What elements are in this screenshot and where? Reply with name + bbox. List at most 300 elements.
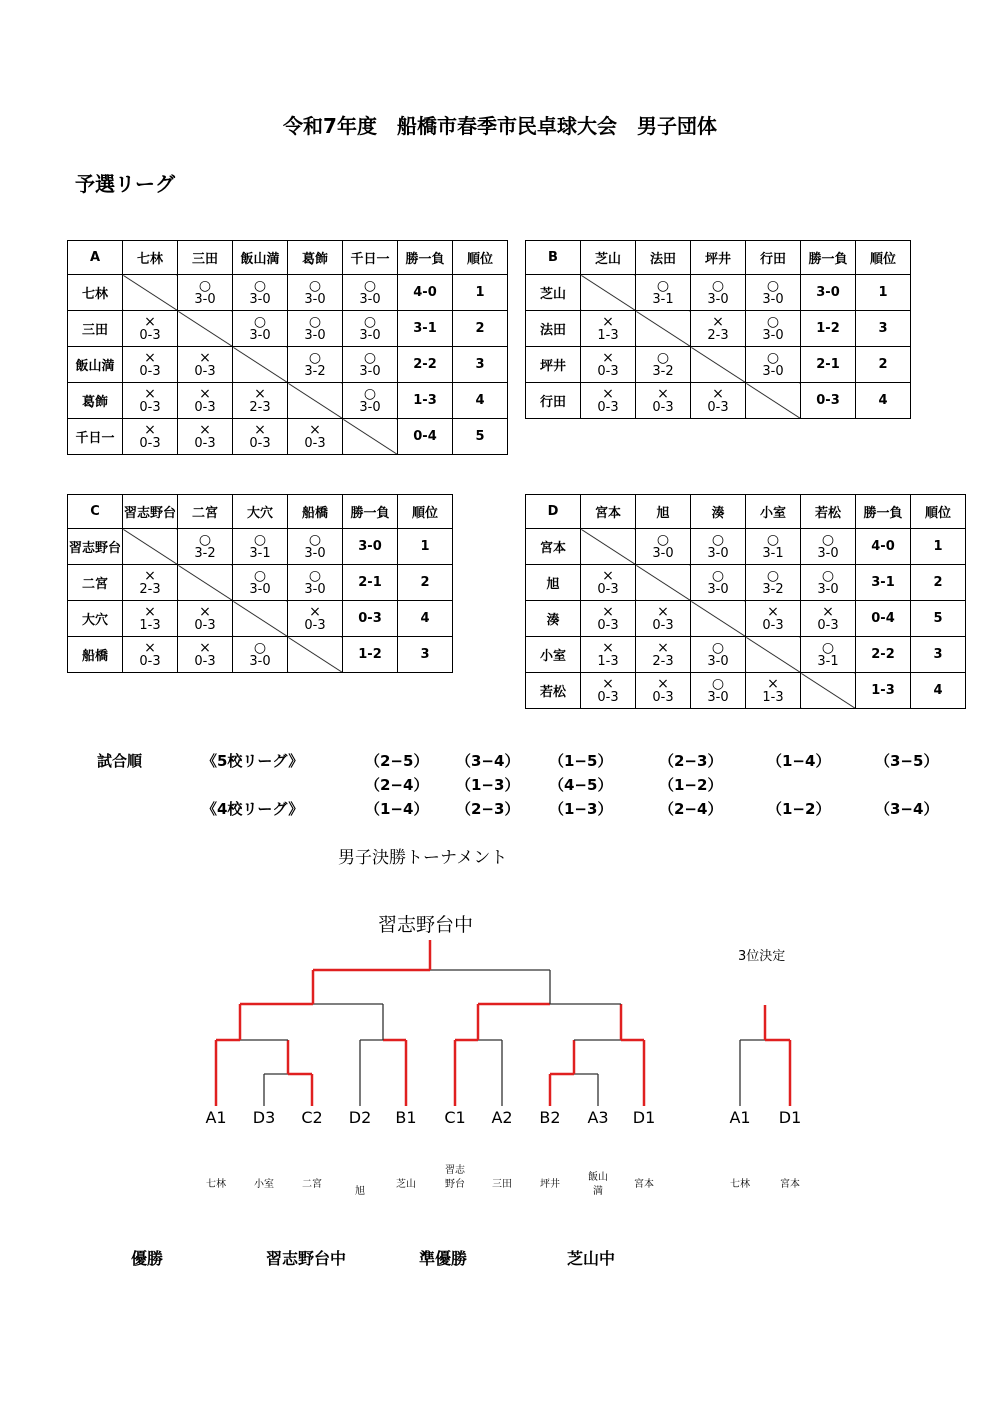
column-team-name: 若松 [801, 495, 856, 529]
match-result-cell [691, 637, 746, 673]
diagonal-cell [801, 673, 856, 709]
league-table-c [67, 494, 453, 673]
team-row [68, 529, 453, 565]
result-score: 1-3 [762, 689, 784, 705]
diagonal-cell [343, 419, 398, 455]
match-result-cell [123, 383, 178, 419]
win-loss-value: 4-0 [398, 275, 453, 311]
result-symbol: × [199, 639, 211, 656]
result-score: 0-3 [597, 689, 619, 705]
page-title: 令和7年度 船橋市春季市民卓球大会 男子団体 [283, 114, 717, 138]
result-symbol: ○ [198, 277, 212, 294]
result-score: 3-0 [707, 545, 729, 561]
seed-label: C1 [444, 1108, 466, 1127]
seed-school-name: 芝山 [396, 1179, 416, 1190]
match-pair: （1−2） [767, 800, 831, 818]
rank-value: 4 [398, 601, 453, 637]
result-score: 3-0 [359, 363, 381, 379]
four-school-label: 《4校リーグ》 [202, 800, 304, 818]
win-loss-value: 0-3 [343, 601, 398, 637]
result-score: 3-0 [817, 545, 839, 561]
match-pair: （2−4） [365, 776, 429, 794]
league-table-b [525, 240, 911, 419]
match-pair: （2−3） [456, 800, 520, 818]
result-symbol: × [602, 567, 614, 584]
result-symbol: ○ [253, 277, 267, 294]
result-score: 3-0 [762, 363, 784, 379]
seed-label: A1 [205, 1108, 227, 1127]
seed-label: B2 [539, 1108, 561, 1127]
match-result-cell [178, 419, 233, 455]
match-result-cell [178, 601, 233, 637]
team-row [526, 673, 966, 709]
team-row [68, 419, 508, 455]
result-score: 3-0 [304, 327, 326, 343]
seed-label: D3 [252, 1108, 276, 1127]
result-symbol: ○ [363, 277, 377, 294]
seed-label: A2 [491, 1108, 513, 1127]
column-team-name: 千日一 [343, 241, 398, 275]
rank-header: 順位 [453, 241, 508, 275]
row-team-name: 千日一 [68, 419, 123, 455]
result-score: 3-0 [707, 653, 729, 669]
match-result-cell [123, 637, 178, 673]
match-result-cell [343, 275, 398, 311]
match-pair: （1−5） [549, 752, 613, 770]
match-result-cell [801, 565, 856, 601]
result-score: 3-2 [762, 581, 784, 597]
result-symbol: ○ [711, 531, 725, 548]
tournament-title: 男子決勝トーナメント [338, 848, 508, 868]
seed-school-name: 二宮 [302, 1179, 322, 1190]
result-score: 0-3 [194, 399, 216, 415]
match-result-cell [691, 311, 746, 347]
column-team-name: 大穴 [233, 495, 288, 529]
result-symbol: × [657, 639, 669, 656]
column-team-name: 宮本 [581, 495, 636, 529]
rank-value: 3 [398, 637, 453, 673]
result-symbol: × [767, 603, 779, 620]
win-loss-value: 0-4 [856, 601, 911, 637]
result-score: 0-3 [139, 363, 161, 379]
column-team-name: 二宮 [178, 495, 233, 529]
seed-school-name: 飯山満 [588, 1172, 608, 1197]
seed-school-name: 習志野台 [445, 1165, 465, 1190]
result-symbol: × [144, 567, 156, 584]
win-loss-header: 勝一負 [398, 241, 453, 275]
result-score: 0-3 [652, 689, 674, 705]
rank-value: 5 [453, 419, 508, 455]
row-team-name: 旭 [526, 565, 581, 601]
result-score: 0-3 [762, 617, 784, 633]
match-result-cell [123, 419, 178, 455]
match-result-cell [178, 637, 233, 673]
match-result-cell [801, 601, 856, 637]
diagonal-cell [636, 565, 691, 601]
seed-school-name: 三田 [492, 1179, 512, 1190]
team-row [526, 383, 911, 419]
match-result-cell [691, 673, 746, 709]
league-table-d [525, 494, 966, 709]
third-place-label: 3位決定 [738, 949, 786, 964]
result-score: 3-0 [359, 327, 381, 343]
five-school-label: 《5校リーグ》 [202, 752, 304, 770]
result-score: 0-3 [707, 399, 729, 415]
rank-header: 順位 [856, 241, 911, 275]
match-result-cell [581, 311, 636, 347]
runner-up-team: 芝山中 [567, 1249, 616, 1268]
seed-label: A3 [587, 1108, 609, 1127]
result-symbol: ○ [766, 277, 780, 294]
result-symbol: × [602, 385, 614, 402]
match-pair: （4−5） [549, 776, 613, 794]
result-score: 0-3 [652, 399, 674, 415]
column-team-name: 飯山満 [233, 241, 288, 275]
match-result-cell [746, 565, 801, 601]
match-result-cell [178, 529, 233, 565]
column-team-name: 小室 [746, 495, 801, 529]
rank-value: 1 [453, 275, 508, 311]
match-pair: （3−4） [875, 800, 939, 818]
rank-value: 1 [856, 275, 911, 311]
match-result-cell [123, 347, 178, 383]
match-result-cell [746, 673, 801, 709]
team-row [526, 347, 911, 383]
seed-label: C2 [301, 1108, 323, 1127]
result-symbol: × [199, 421, 211, 438]
rank-value: 2 [911, 565, 966, 601]
result-score: 0-3 [597, 363, 619, 379]
win-loss-value: 1-2 [343, 637, 398, 673]
team-row [68, 275, 508, 311]
team-row [68, 347, 508, 383]
result-symbol: × [309, 603, 321, 620]
champion-label: 優勝 [131, 1249, 164, 1268]
match-pair: （1−3） [456, 776, 520, 794]
diagonal-cell [233, 347, 288, 383]
column-team-name: 船橋 [288, 495, 343, 529]
result-symbol: × [144, 421, 156, 438]
win-loss-value: 3-1 [398, 311, 453, 347]
match-pair: （2−3） [659, 752, 723, 770]
match-result-cell [123, 601, 178, 637]
diagonal-cell [691, 601, 746, 637]
league-label: C [68, 495, 123, 529]
match-result-cell [636, 637, 691, 673]
rank-value: 2 [453, 311, 508, 347]
team-row [68, 565, 453, 601]
match-result-cell [746, 601, 801, 637]
win-loss-value: 1-3 [856, 673, 911, 709]
result-symbol: × [144, 313, 156, 330]
team-row [526, 311, 911, 347]
league-header-row [526, 495, 966, 529]
third-school-name: 七林 [730, 1179, 750, 1190]
match-result-cell [636, 383, 691, 419]
result-symbol: ○ [308, 313, 322, 330]
result-score: 0-3 [194, 653, 216, 669]
match-result-cell [233, 383, 288, 419]
rank-header: 順位 [911, 495, 966, 529]
result-symbol: ○ [821, 531, 835, 548]
league-header-row [68, 241, 508, 275]
win-loss-value: 3-1 [856, 565, 911, 601]
tournament-champion: 習志野台中 [378, 914, 474, 936]
result-symbol: × [657, 675, 669, 692]
win-loss-value: 1-2 [801, 311, 856, 347]
diagonal-cell [123, 275, 178, 311]
result-symbol: ○ [363, 313, 377, 330]
match-result-cell [636, 673, 691, 709]
result-score: 0-3 [139, 327, 161, 343]
team-row [526, 637, 966, 673]
column-team-name: 三田 [178, 241, 233, 275]
row-team-name: 芝山 [526, 275, 581, 311]
win-loss-value: 2-1 [801, 347, 856, 383]
win-loss-header: 勝一負 [856, 495, 911, 529]
match-result-cell [233, 637, 288, 673]
rank-value: 5 [911, 601, 966, 637]
result-symbol: ○ [711, 277, 725, 294]
team-row [68, 637, 453, 673]
match-result-cell [178, 347, 233, 383]
win-loss-value: 3-0 [801, 275, 856, 311]
result-symbol: × [602, 639, 614, 656]
result-score: 3-2 [194, 545, 216, 561]
result-symbol: ○ [363, 385, 377, 402]
win-loss-value: 0-3 [801, 383, 856, 419]
rank-value: 3 [911, 637, 966, 673]
win-loss-value: 2-2 [398, 347, 453, 383]
win-loss-value: 0-4 [398, 419, 453, 455]
win-loss-value: 2-2 [856, 637, 911, 673]
seed-school-name: 小室 [254, 1179, 274, 1190]
match-result-cell [288, 311, 343, 347]
match-result-cell [288, 565, 343, 601]
match-result-cell [691, 275, 746, 311]
match-result-cell [288, 529, 343, 565]
result-score: 3-0 [304, 291, 326, 307]
match-result-cell [636, 529, 691, 565]
result-score: 3-0 [249, 327, 271, 343]
row-team-name: 坪井 [526, 347, 581, 383]
result-symbol: × [144, 349, 156, 366]
result-symbol: ○ [766, 567, 780, 584]
row-team-name: 大穴 [68, 601, 123, 637]
result-score: 0-3 [249, 435, 271, 451]
result-score: 0-3 [597, 399, 619, 415]
result-score: 0-3 [194, 363, 216, 379]
result-symbol: ○ [253, 639, 267, 656]
match-result-cell [288, 419, 343, 455]
team-row [68, 383, 508, 419]
row-team-name: 若松 [526, 673, 581, 709]
result-score: 3-1 [249, 545, 271, 561]
diagonal-cell [746, 383, 801, 419]
diagonal-cell [746, 637, 801, 673]
row-team-name: 行田 [526, 383, 581, 419]
match-pair: （2−5） [365, 752, 429, 770]
seed-school-name: 宮本 [634, 1179, 654, 1190]
result-score: 0-3 [139, 399, 161, 415]
seed-school-name: 七林 [206, 1179, 226, 1190]
match-result-cell [343, 347, 398, 383]
match-result-cell [123, 311, 178, 347]
diagonal-cell [691, 347, 746, 383]
match-result-cell [636, 275, 691, 311]
match-result-cell [581, 601, 636, 637]
team-row [526, 601, 966, 637]
rank-value: 4 [911, 673, 966, 709]
match-pair: （3−5） [875, 752, 939, 770]
result-symbol: ○ [711, 567, 725, 584]
result-symbol: ○ [656, 277, 670, 294]
result-symbol: × [199, 349, 211, 366]
section-title: 予選リーグ [75, 172, 175, 196]
match-result-cell [636, 601, 691, 637]
column-team-name: 葛飾 [288, 241, 343, 275]
result-score: 0-3 [194, 435, 216, 451]
rank-header: 順位 [398, 495, 453, 529]
match-result-cell [233, 275, 288, 311]
diagonal-cell [581, 529, 636, 565]
result-symbol: × [712, 313, 724, 330]
column-team-name: 法田 [636, 241, 691, 275]
match-result-cell [233, 565, 288, 601]
seed-label: B1 [395, 1108, 417, 1127]
result-symbol: × [602, 603, 614, 620]
rank-value: 2 [856, 347, 911, 383]
result-score: 0-3 [139, 653, 161, 669]
result-score: 0-3 [597, 581, 619, 597]
result-symbol: ○ [656, 531, 670, 548]
match-result-cell [801, 529, 856, 565]
champion-team: 習志野台中 [266, 1249, 347, 1268]
column-team-name: 七林 [123, 241, 178, 275]
match-result-cell [343, 383, 398, 419]
result-score: 2-3 [139, 581, 161, 597]
result-symbol: × [712, 385, 724, 402]
match-result-cell [178, 383, 233, 419]
win-loss-value: 4-0 [856, 529, 911, 565]
result-symbol: × [199, 385, 211, 402]
diagonal-cell [178, 311, 233, 347]
result-symbol: × [254, 421, 266, 438]
result-score: 3-1 [762, 545, 784, 561]
win-loss-header: 勝一負 [343, 495, 398, 529]
result-score: 3-0 [762, 327, 784, 343]
result-score: 3-0 [249, 653, 271, 669]
match-result-cell [581, 383, 636, 419]
result-symbol: ○ [766, 349, 780, 366]
result-symbol: ○ [198, 531, 212, 548]
win-loss-value: 3-0 [343, 529, 398, 565]
result-symbol: ○ [766, 531, 780, 548]
match-result-cell [233, 419, 288, 455]
result-score: 0-3 [652, 617, 674, 633]
third-seed-label: D1 [778, 1108, 802, 1127]
team-row [526, 565, 966, 601]
match-result-cell [636, 347, 691, 383]
result-symbol: ○ [253, 313, 267, 330]
match-result-cell [581, 673, 636, 709]
row-team-name: 湊 [526, 601, 581, 637]
result-score: 2-3 [249, 399, 271, 415]
match-order-label: 試合順 [97, 752, 143, 770]
column-team-name: 坪井 [691, 241, 746, 275]
diagonal-cell [178, 565, 233, 601]
rank-value: 3 [453, 347, 508, 383]
result-score: 3-1 [652, 291, 674, 307]
match-result-cell [288, 347, 343, 383]
column-team-name: 行田 [746, 241, 801, 275]
rank-value: 1 [398, 529, 453, 565]
result-symbol: × [254, 385, 266, 402]
row-team-name: 法田 [526, 311, 581, 347]
result-score: 3-2 [304, 363, 326, 379]
result-symbol: ○ [308, 277, 322, 294]
match-result-cell [581, 637, 636, 673]
seed-school-name: 坪井 [540, 1179, 560, 1190]
match-result-cell [233, 311, 288, 347]
result-symbol: ○ [308, 531, 322, 548]
match-result-cell [746, 311, 801, 347]
row-team-name: 習志野台 [68, 529, 123, 565]
row-team-name: 船橋 [68, 637, 123, 673]
league-table-a [67, 240, 508, 455]
league-label: D [526, 495, 581, 529]
result-score: 3-0 [249, 581, 271, 597]
result-symbol: × [602, 349, 614, 366]
third-seed-label: A1 [729, 1108, 751, 1127]
result-symbol: × [602, 675, 614, 692]
result-score: 3-0 [762, 291, 784, 307]
result-score: 0-3 [304, 435, 326, 451]
team-row [68, 601, 453, 637]
match-result-cell [233, 529, 288, 565]
runner-up-label: 準優勝 [419, 1249, 468, 1268]
seed-label: D1 [632, 1108, 656, 1127]
rank-value: 1 [911, 529, 966, 565]
match-result-cell [746, 347, 801, 383]
win-loss-header: 勝一負 [801, 241, 856, 275]
league-header-row [526, 241, 911, 275]
result-symbol: × [657, 603, 669, 620]
match-pair: （3−4） [456, 752, 520, 770]
rank-value: 2 [398, 565, 453, 601]
match-result-cell [691, 565, 746, 601]
result-score: 3-0 [817, 581, 839, 597]
win-loss-value: 2-1 [343, 565, 398, 601]
match-result-cell [581, 565, 636, 601]
result-score: 2-3 [707, 327, 729, 343]
result-score: 2-3 [652, 653, 674, 669]
row-team-name: 葛飾 [68, 383, 123, 419]
rank-value: 4 [856, 383, 911, 419]
result-symbol: ○ [363, 349, 377, 366]
match-result-cell [288, 601, 343, 637]
match-pair: （1−2） [659, 776, 723, 794]
diagonal-cell [123, 529, 178, 565]
rank-value: 4 [453, 383, 508, 419]
result-symbol: × [199, 603, 211, 620]
match-result-cell [178, 275, 233, 311]
result-symbol: × [767, 675, 779, 692]
result-score: 0-3 [304, 617, 326, 633]
match-result-cell [746, 529, 801, 565]
row-team-name: 七林 [68, 275, 123, 311]
match-result-cell [801, 637, 856, 673]
